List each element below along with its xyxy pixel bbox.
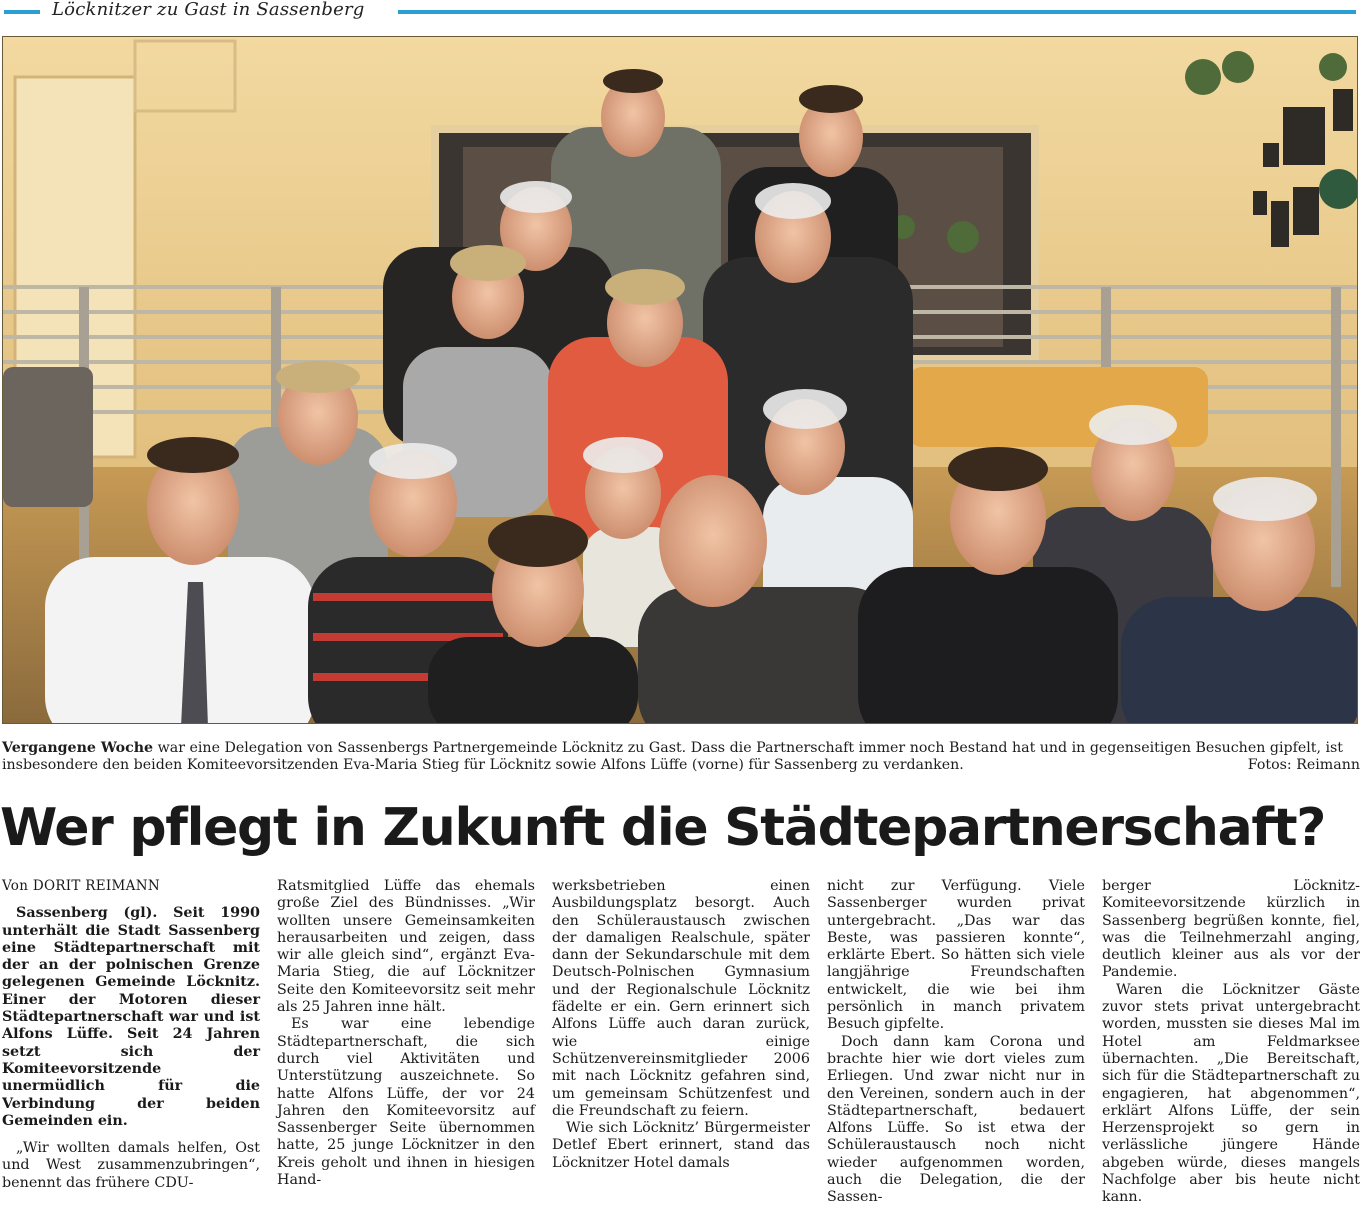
paragraph: „Wir wollten damals helfen, Ost und West zusammenzubringen“, benennt das frühere CDU- xyxy=(2,1140,260,1191)
paragraph: Es war eine lebendige Städtepartnerschaft, die sich durch viel Aktivitäten und Unterstützung auszeichnete. So hatte Alfons Lüffe, der vor 24 Jahren den Komiteevorsitz auf Sassenberger Seite übernommen hatte, 25 junge Löcknitzer in den Kreis geholt und ihnen in hiesigen Hand- xyxy=(277,1016,535,1189)
paragraph: Doch dann kam Corona und brachte hier wie dort vieles zum Erliegen. Und zwar nicht nur in den Vereinen, sondern auch in der Städtepartnerschaft, bedauert Alfons Lüffe. So ist etwa der Schüleraustausch noch nicht wieder aufgenommen worden, auch die Delegation, die der Sassen- xyxy=(827,1033,1085,1206)
photo-caption xyxy=(2,740,1360,774)
kicker-rule-left xyxy=(4,10,40,14)
article-column-2 xyxy=(277,878,535,1189)
paragraph: Ratsmitglied Lüffe das ehemals große Ziel des Bündnisses. „Wir wollten unsere Gemeinsamkeiten herausarbeiten und zeigen, dass wir alle gleich sind“, ergänzt Eva-Maria Stieg, die auf Löcknitzer Seite den Komiteevorsitz seit mehr als 25 Jahren inne hält. xyxy=(277,878,535,1016)
headline: Wer pflegt in Zukunft die Städtepartnerschaft? xyxy=(0,798,1326,858)
photo-credit: Fotos: Reimann xyxy=(1247,757,1360,773)
group-photo xyxy=(2,36,1358,724)
article-lead: Sassenberg (gl). Seit 1990 unterhält die Stadt Sassenberg eine Städtepartnerschaft mit der an der polnischen Grenze gelegenen Gemeinde Löcknitz. Einer der Motoren dieser Städtepartnerschaft war und ist Alfons Lüffe. Seit 24 Jahren setzt sich der Komiteevorsitzende unermüdlich für die Verbindung der beiden Gemeinden ein. xyxy=(2,905,260,1129)
paragraph: Waren die Löcknitzer Gäste zuvor stets privat untergebracht worden, mussten sie dieses Mal im Hotel am Feldmarksee übernachten. „Die Bereitschaft, sich für die Städtepartnerschaft zu engagieren, hat abgenommen“, erklärt Alfons Lüffe, der sein Herzensprojekt so gern in verlässliche jüngere Hände abgeben würde, dieses mangels Nachfolge aber bis heute nicht kann. xyxy=(1102,981,1360,1206)
paragraph: Wie sich Löcknitz’ Bürgermeister Detlef Ebert erinnert, stand das Löcknitzer Hotel damals xyxy=(552,1120,810,1171)
byline: Von DORIT REIMANN xyxy=(2,878,160,894)
kicker-rule-right xyxy=(398,10,1356,14)
paragraph: werksbetrieben einen Ausbildungsplatz besorgt. Auch den Schüleraustausch zwischen der damaligen Realschule, später dann der Sekundarschule mit dem Deutsch-Polnischen Gymnasium und der Regionalschule Löcknitz fädelte er ein. Gern erinnert sich Alfons Lüffe auch daran zurück, wie einige Schützenvereinsmitglieder 2006 mit nach Löcknitz gefahren sind, um gemeinsam Schützenfest und die Freundschaft zu feiern. xyxy=(552,878,810,1119)
caption-lead: Vergangene Woche xyxy=(2,740,154,756)
article-body xyxy=(0,878,1361,1206)
article-column-1 xyxy=(2,878,260,1192)
paragraph: nicht zur Verfügung. Viele Sassenberger wurden privat untergebracht. „Das war das Beste, was passieren konnte“, erklärte Ebert. So hätten sich viele langjährige Freundschaften entwickelt, die wie bei ihm persönlich in manch privatem Besuch gipfelte. xyxy=(827,878,1085,1033)
kicker-text: Löcknitzer zu Gast in Sassenberg xyxy=(52,0,365,20)
article-column-4 xyxy=(827,878,1085,1207)
caption-text: war eine Delegation von Sassenbergs Partnergemeinde Löcknitz zu Gast. Dass die Partnerschaft immer noch Bestand hat und in gegenseitigen Besuchen gipfelt, ist insbesondere den beiden Komiteevorsitzenden Eva-Maria Stieg für Löcknitz sowie Alfons Lüffe (vorne) für Sassenberg zu verdanken. xyxy=(2,740,1343,773)
article-column-5 xyxy=(1102,878,1360,1207)
article-column-3 xyxy=(552,878,810,1172)
section-kicker xyxy=(0,0,1361,24)
paragraph: berger Löcknitz-Komiteevorsitzende kürzlich in Sassenberg begrüßen konnte, fiel, was die Teilnehmerzahl anging, deutlich kleiner aus als vor der Pandemie. xyxy=(1102,878,1360,981)
